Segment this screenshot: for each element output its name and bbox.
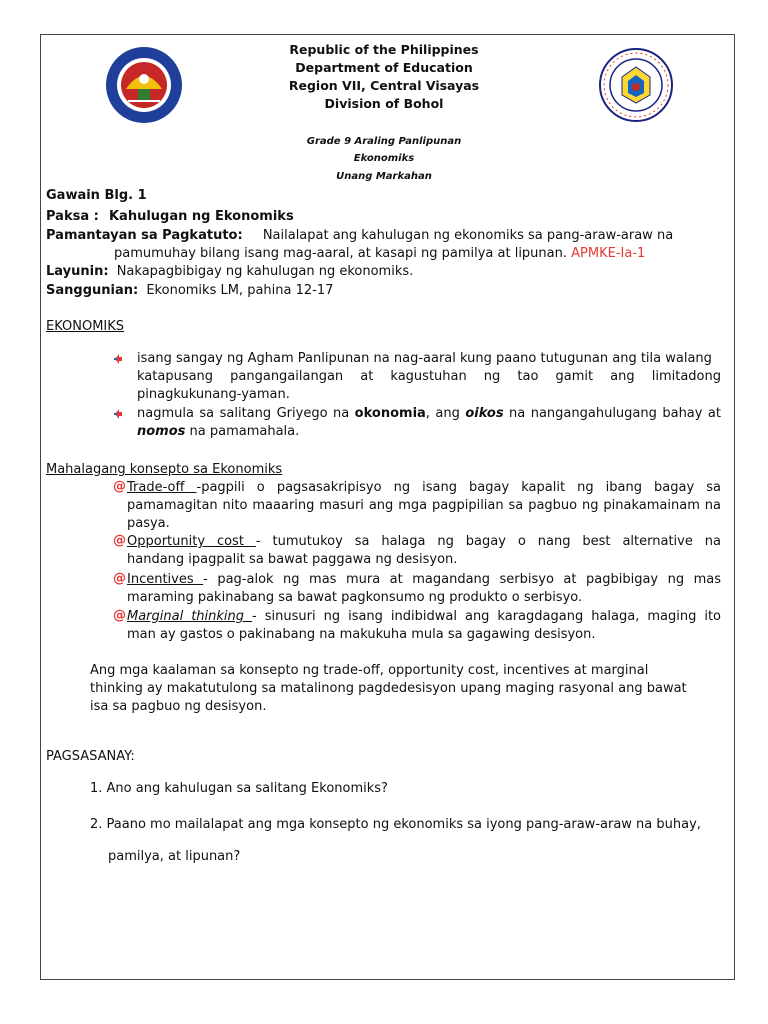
at-bullet-icon: @: [113, 479, 126, 494]
tradeoff-text2: pamamagitan nito maaaring masuri ang mga pagpipilian sa pagbuo ng pinakamainam na: [127, 498, 721, 513]
konsepto-item-tradeoff: [127, 479, 721, 533]
incentives-text1: - pag-alok ng mas mura at magandang serbisyo at pagbibigay ng mas: [203, 572, 721, 587]
marginal-line1: [127, 608, 721, 626]
summary-line2: thinking ay makatutulong sa matalinong pagdedesisyon upang maging rasyonal ang bawat: [90, 681, 687, 696]
def2-mid: , ang: [425, 406, 466, 421]
def2-end: na pamamahala.: [185, 424, 300, 439]
opportunity-term: Opportunity cost: [127, 534, 256, 549]
def1-line3: pinagkukunang-yaman.: [137, 387, 290, 402]
summary-line1: Ang mga kaalaman sa konsepto ng trade-off, opportunity cost, incentives at marginal: [90, 663, 649, 678]
konsepto-item-marginal: [127, 608, 721, 644]
tradeoff-term: Trade-off: [127, 480, 197, 495]
at-bullet-icon: @: [113, 571, 126, 586]
summary-paragraph: [90, 662, 721, 716]
opportunity-text2: handang ipagpalit sa bawat paggawa ng desisyon.: [127, 552, 458, 567]
incentives-text2: maraming pakinabang sa bawat pagkonsumo ng produkto o serbisyo.: [127, 590, 583, 605]
tradeoff-text3: pasya.: [127, 516, 170, 531]
sanggunian-value: Ekonomiks LM, pahina 12-17: [146, 283, 334, 298]
marginal-text2: man ay gastos o pakinabang na makukuha mula sa gagawing desisyon.: [127, 627, 596, 642]
pamantayan-row: [46, 227, 673, 245]
incentives-line1: [127, 571, 721, 589]
okonomia-term: okonomia: [354, 406, 426, 421]
header-division: Division of Bohol: [324, 96, 444, 111]
tradeoff-line1: [127, 479, 721, 497]
arrow-bullet-icon: [114, 353, 123, 365]
tradeoff-text1: -pagpili o pagsasakripisyo ng isang bagay kapalit ng ibang bagay sa: [196, 480, 721, 495]
subject-title: Grade 9 Araling Panlipunan: [306, 136, 462, 147]
incentives-term: Incentives: [127, 572, 204, 587]
pamantayan-line2: pamumuhay bilang isang mag-aaral, at kasapi ng pamilya at lipunan.: [114, 246, 567, 261]
question-1: 1. Ano ang kahulugan sa salitang Ekonomiks?: [90, 781, 388, 796]
oikos-term: oikos: [465, 406, 504, 421]
quarter-label: Unang Markahan: [336, 171, 432, 182]
subject-name: Ekonomiks: [353, 153, 415, 164]
pamantayan-line1: Nailalapat ang kahulugan ng ekonomiks sa pang-araw-araw na: [262, 228, 674, 243]
paksa-row: [46, 208, 294, 226]
paksa-label: Paksa :: [46, 209, 99, 224]
arrow-bullet-icon: [114, 408, 123, 420]
opportunity-line1: [127, 533, 721, 551]
ekonomiks-def-1: [137, 350, 721, 404]
gawain-label: Gawain Blg. 1: [46, 188, 147, 203]
konsepto-item-incentives: [127, 571, 721, 607]
pamantayan-row2: [114, 245, 645, 263]
sanggunian-row: [46, 282, 333, 300]
layunin-row: [46, 263, 413, 281]
konsepto-heading: Mahalagang konsepto sa Ekonomiks: [46, 462, 283, 477]
header-region: Region VII, Central Visayas: [288, 78, 480, 93]
def2-line1: [137, 405, 721, 423]
nomos-term: nomos: [137, 424, 186, 439]
def1-line1: isang sangay ng Agham Panlipunan na nag-aaral kung paano tutugunan ang tila walang: [137, 351, 712, 366]
question-2: 2. Paano mo mailalapat ang mga konsepto ng ekonomiks sa iyong pang-araw-araw na buhay,: [90, 817, 701, 832]
ekonomiks-heading: EKONOMIKS: [46, 319, 125, 334]
ekonomiks-def-2: [137, 405, 721, 441]
marginal-term: Marginal thinking: [127, 609, 253, 624]
competency-code: APMKE-Ia-1: [571, 246, 646, 261]
summary-line3: isa sa pagbuo ng desisyon.: [90, 699, 267, 714]
def2-line2: [137, 423, 721, 441]
def2-pre: nagmula sa salitang Griyego na: [137, 406, 355, 421]
header-department: Department of Education: [295, 60, 473, 75]
opportunity-text1: - tumutukoy sa halaga ng bagay o nang best alternative na: [255, 534, 721, 549]
pamantayan-label: Pamantayan sa Pagkatuto:: [46, 228, 243, 243]
def2-post: na nangangahulugang bahay at: [503, 406, 721, 421]
paksa-value: Kahulugan ng Ekonomiks: [108, 209, 294, 224]
konsepto-item-opportunity: [127, 533, 721, 569]
layunin-label: Layunin:: [46, 264, 109, 279]
layunin-value: Nakapagbibigay ng kahulugan ng ekonomiks.: [116, 264, 414, 279]
at-bullet-icon: @: [113, 533, 126, 548]
sanggunian-label: Sanggunian:: [46, 283, 139, 298]
at-bullet-icon: @: [113, 608, 126, 623]
marginal-text1: - sinusuri ng isang indibidwal ang karagdagang halaga, maging ito: [252, 609, 721, 624]
header-republic: Republic of the Philippines: [289, 42, 479, 57]
pagsasanay-heading: PAGSASANAY:: [46, 749, 135, 764]
def1-line2: katapusang pangangailangan at kagustuhan ng tao gamit ang limitadong: [137, 369, 721, 384]
question-2-cont: pamilya, at lipunan?: [108, 849, 241, 864]
